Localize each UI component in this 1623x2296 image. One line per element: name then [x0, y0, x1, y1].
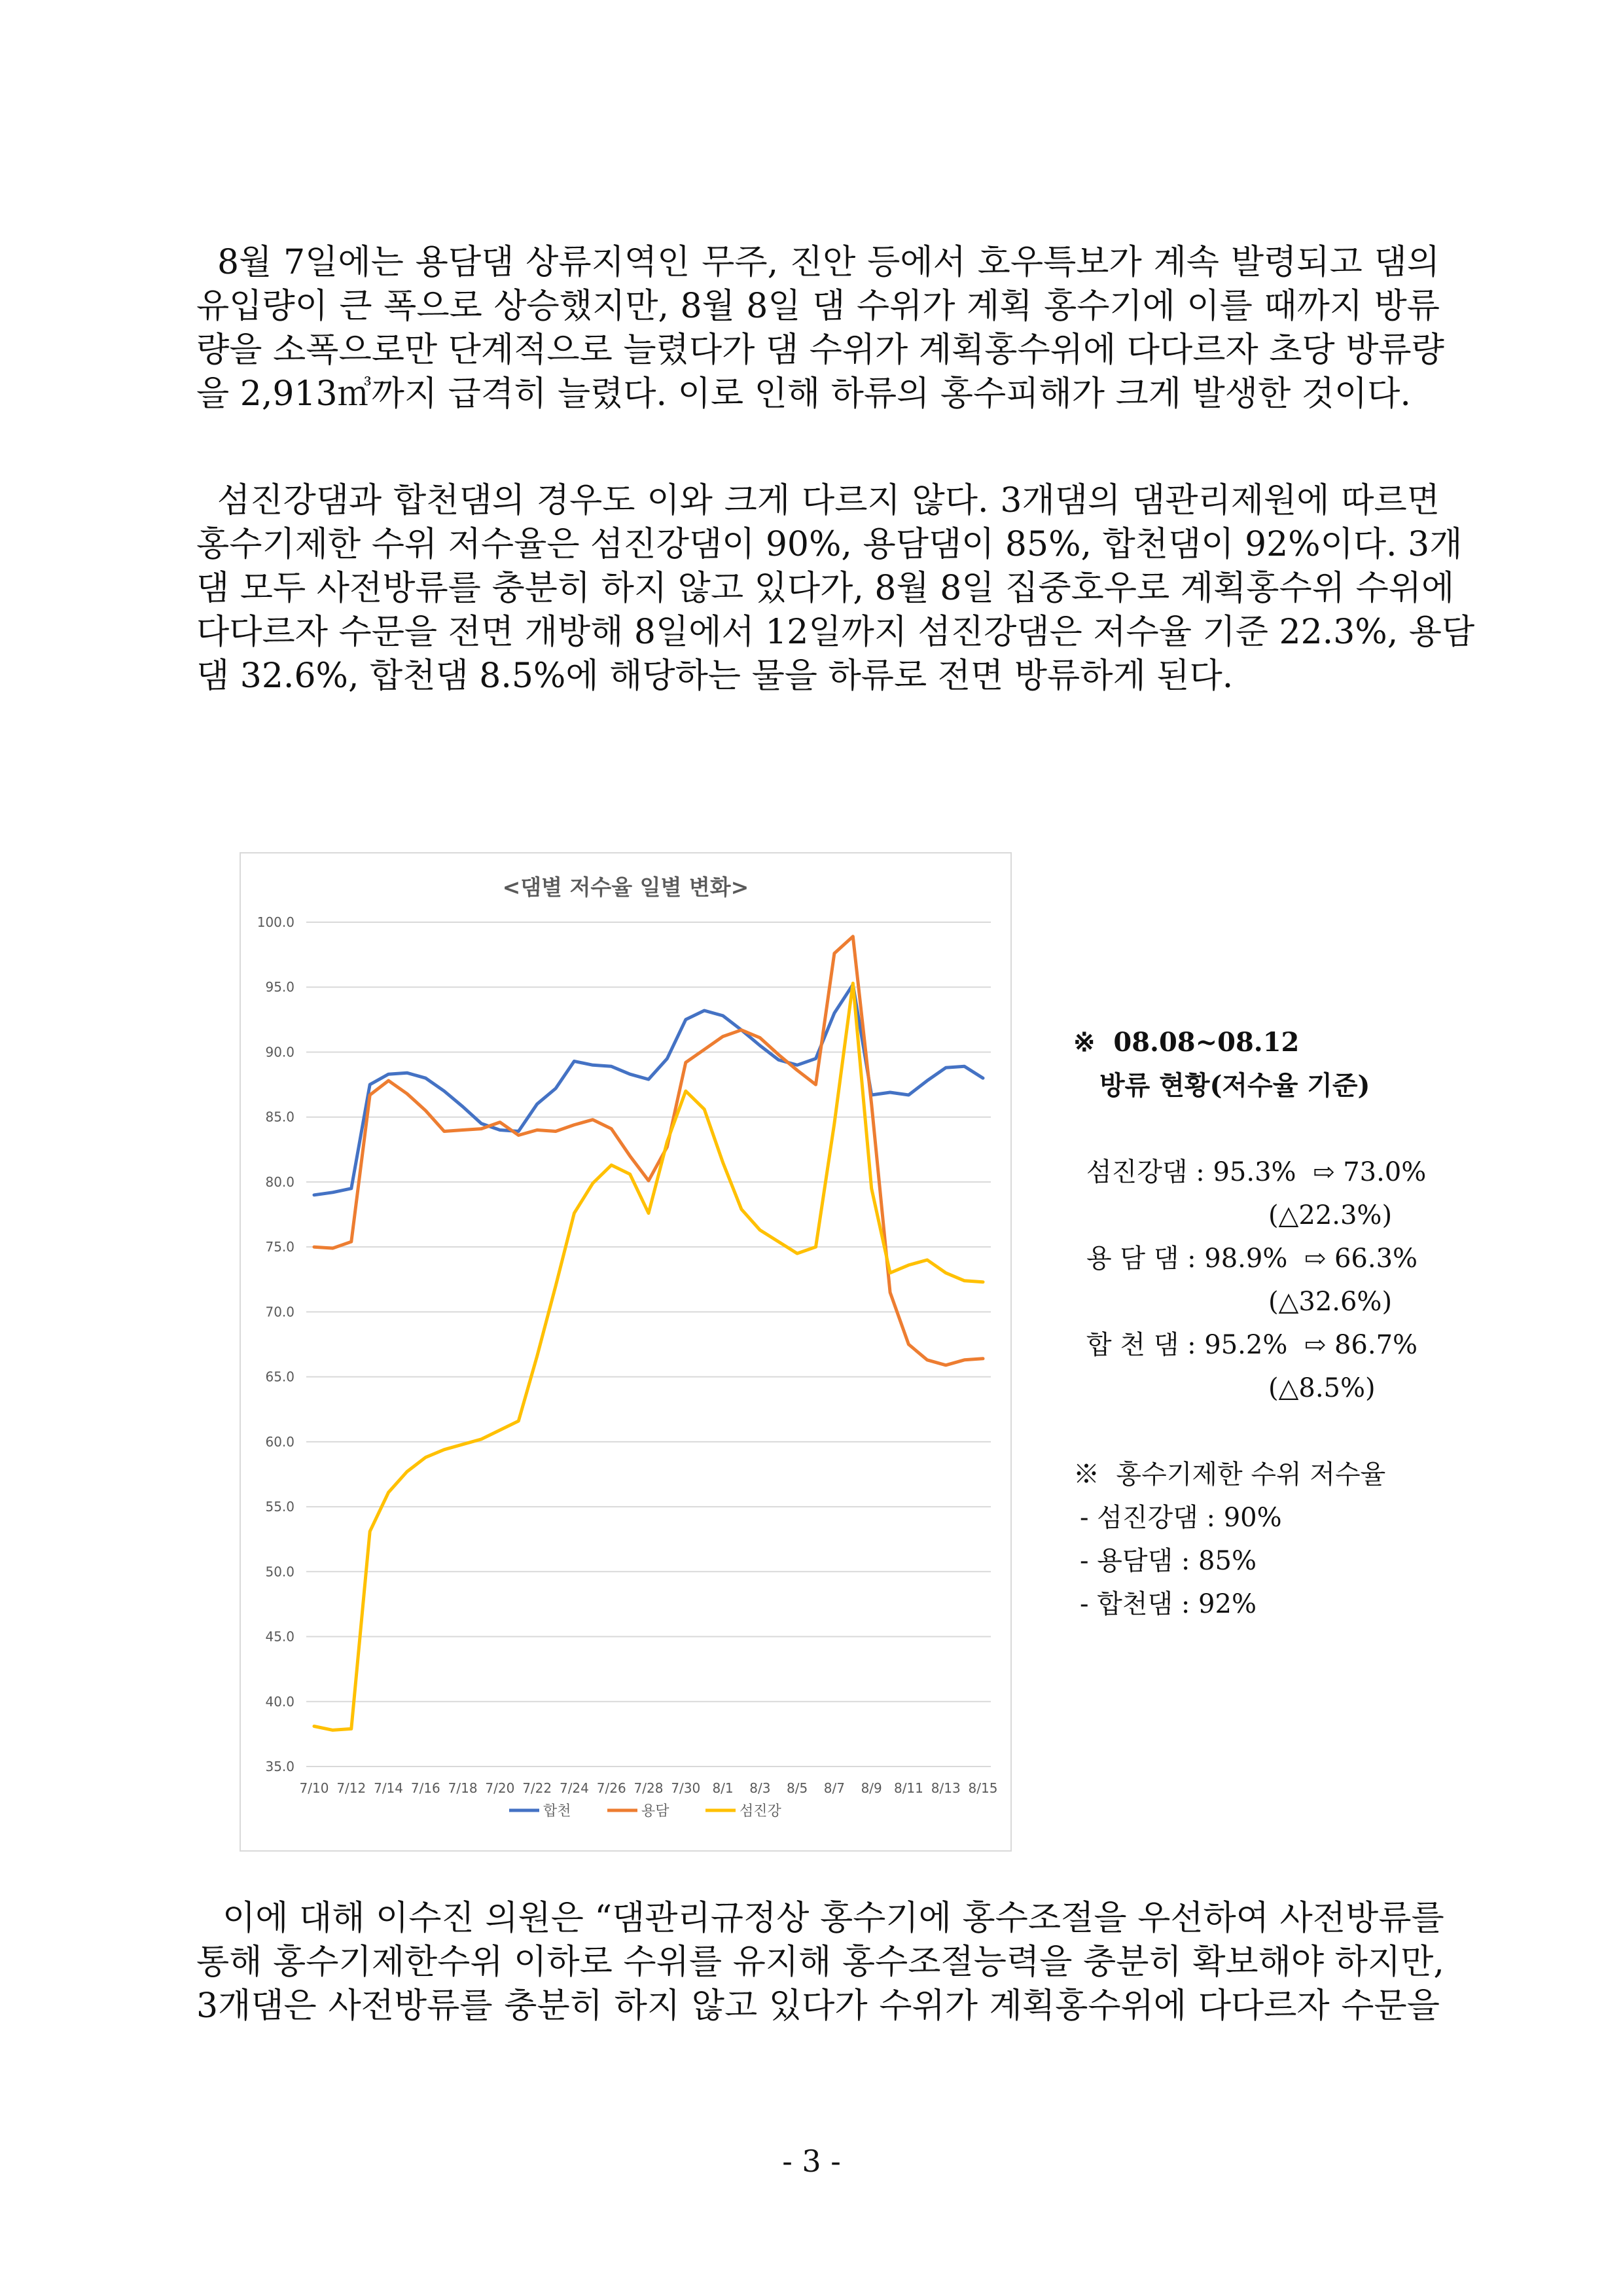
legend-label: 합천 — [543, 1803, 571, 1820]
paragraph-line: 유입량이 큰 폭으로 상승했지만, 8월 8일 댐 수위가 계획 홍수기에 이를 때까지 방류 — [196, 287, 1440, 326]
side-row: (△32.6%) — [1268, 1287, 1393, 1317]
side-notes — [1073, 1021, 1426, 1626]
x-tick-label: 7/16 — [410, 1780, 440, 1796]
limit-row: - 합천댐 : 92% — [1080, 1589, 1257, 1619]
y-tick-label: 50.0 — [265, 1564, 294, 1580]
y-tick-label: 70.0 — [265, 1304, 294, 1320]
x-tick-label: 7/12 — [336, 1780, 366, 1796]
x-tick-label: 7/26 — [596, 1780, 626, 1796]
side-row: 섬진강댐 : 95.3% ⇨ 73.0% — [1086, 1157, 1427, 1187]
y-tick-label: 55.0 — [265, 1499, 294, 1515]
y-tick-label: 75.0 — [265, 1239, 294, 1255]
y-tick-label: 80.0 — [265, 1174, 294, 1190]
x-tick-label: 8/11 — [893, 1780, 923, 1796]
page-number: - 3 - — [782, 2144, 841, 2179]
paragraph-line: 3개댐은 사전방류를 충분히 하지 않고 있다가 수위가 계획홍수위에 다다르자 수문을 — [196, 1986, 1440, 2026]
x-tick-label: 8/1 — [712, 1780, 734, 1796]
legend-label: 섬진강 — [740, 1803, 781, 1820]
x-tick-label: 7/30 — [671, 1780, 701, 1796]
x-tick-label: 7/24 — [559, 1780, 589, 1796]
chart-title: <댐별 저수율 일별 변화> — [502, 874, 749, 900]
paragraph-line: 량을 소폭으로만 단계적으로 늘렸다가 댐 수위가 계획홍수위에 다다르자 초당 방류량 — [196, 331, 1444, 370]
limit-heading: ※ 홍수기제한 수위 저수율 — [1073, 1460, 1386, 1490]
chart-plot — [241, 853, 1010, 1850]
paragraph-line: 섬진강댐과 합천댐의 경우도 이와 크게 다르지 않다. 3개댐의 댐관리제원에 따르면 — [217, 481, 1440, 520]
side-row: 합 천 댐 : 95.2% ⇨ 86.7% — [1086, 1330, 1418, 1360]
x-tick-label: 8/7 — [823, 1780, 845, 1796]
legend-label: 용담 — [641, 1803, 669, 1820]
limit-row: - 섬진강댐 : 90% — [1080, 1503, 1282, 1533]
paragraph-line: 을 2,913㎥까지 급격히 늘렸다. 이로 인해 하류의 홍수피해가 크게 발생한 것이다. — [196, 374, 1411, 414]
x-tick-label: 8/3 — [749, 1780, 771, 1796]
y-tick-label: 85.0 — [265, 1109, 294, 1125]
limit-row: - 용담댐 : 85% — [1080, 1546, 1257, 1576]
paragraph-2 — [196, 479, 1475, 698]
x-tick-label: 7/20 — [485, 1780, 515, 1796]
y-tick-label: 100.0 — [257, 914, 294, 930]
x-tick-label: 8/9 — [861, 1780, 882, 1796]
reservoir-chart — [240, 852, 1012, 1852]
x-tick-label: 7/14 — [374, 1780, 404, 1796]
paragraph-line: 8월 7일에는 용담댐 상류지역인 무주, 진안 등에서 호우특보가 계속 발령되고 댐의 — [217, 243, 1440, 282]
y-tick-label: 40.0 — [265, 1693, 294, 1710]
paragraph-3 — [196, 1897, 1444, 2028]
y-tick-label: 95.0 — [265, 979, 294, 996]
x-tick-label: 7/18 — [448, 1780, 478, 1796]
side-heading: ※ 08.08~08.12 — [1073, 1027, 1300, 1058]
x-tick-label: 7/10 — [299, 1780, 329, 1796]
y-tick-label: 60.0 — [265, 1433, 294, 1450]
x-tick-label: 8/15 — [968, 1780, 998, 1796]
series-line-섬진강 — [314, 983, 983, 1730]
side-subheading: 방류 현황(저수율 기준) — [1099, 1070, 1370, 1101]
side-row: 용 담 댐 : 98.9% ⇨ 66.3% — [1086, 1244, 1418, 1274]
paragraph-1 — [196, 241, 1444, 416]
y-tick-label: 65.0 — [265, 1369, 294, 1385]
paragraph-line: 댐 32.6%, 합천댐 8.5%에 해당하는 물을 하류로 전면 방류하게 된다. — [196, 656, 1234, 696]
y-tick-label: 90.0 — [265, 1044, 294, 1060]
paragraph-line: 이에 대해 이수진 의원은 “댐관리규정상 홍수기에 홍수조절을 우선하여 사전방류를 — [223, 1899, 1444, 1938]
paragraph-line: 다다르자 수문을 전면 개방해 8일에서 12일까지 섬진강댐은 저수율 기준 22.3%, 용담 — [196, 613, 1475, 652]
x-tick-label: 7/28 — [633, 1780, 664, 1796]
paragraph-line: 홍수기제한 수위 저수율은 섬진강댐이 90%, 용담댐이 85%, 합천댐이 92%이다. 3개 — [196, 525, 1463, 564]
x-tick-label: 8/13 — [931, 1780, 961, 1796]
paragraph-line: 통해 홍수기제한수위 이하로 수위를 유지해 홍수조절능력을 충분히 확보해야 하지만, — [196, 1943, 1444, 1982]
y-tick-label: 45.0 — [265, 1628, 294, 1645]
y-tick-label: 35.0 — [265, 1759, 294, 1774]
paragraph-line: 댐 모두 사전방류를 충분히 하지 않고 있다가, 8월 8일 집중호우로 계획홍수위 수위에 — [196, 569, 1455, 608]
side-row: (△22.3%) — [1268, 1200, 1393, 1230]
series-line-용담 — [314, 937, 983, 1365]
x-tick-label: 7/22 — [522, 1780, 552, 1796]
side-row: (△8.5%) — [1268, 1373, 1376, 1403]
series-line-합천 — [314, 984, 983, 1195]
x-tick-label: 8/5 — [787, 1780, 808, 1796]
